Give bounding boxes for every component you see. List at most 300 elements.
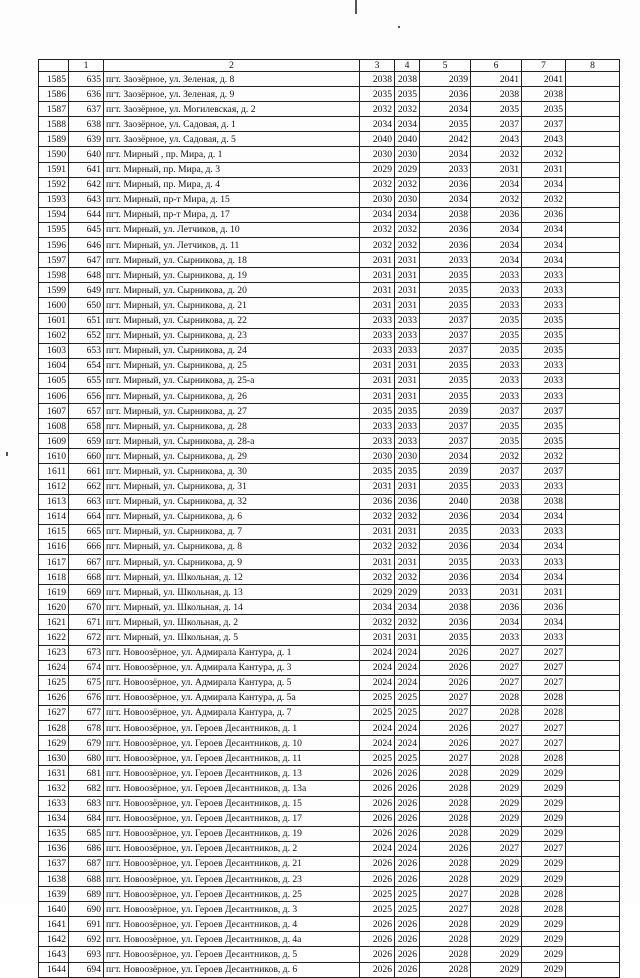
note-cell — [566, 917, 620, 932]
year-cell: 2033 — [360, 313, 395, 328]
year-cell: 2029 — [471, 917, 522, 932]
item-number-cell: 656 — [69, 388, 104, 403]
scan-mark-dot — [398, 26, 400, 28]
year-cell: 2038 — [522, 87, 566, 102]
year-cell: 2031 — [395, 298, 420, 313]
year-cell: 2027 — [522, 675, 566, 690]
address-cell: пгт. Новоозёрное, ул. Героев Десантников, д. 4 — [104, 917, 360, 932]
year-cell: 2035 — [360, 464, 395, 479]
address-cell: пгт. Новоозёрное, ул. Героев Десантников, д. 3 — [104, 902, 360, 917]
table-row — [39, 615, 620, 630]
row-number-cell: 1621 — [39, 615, 69, 630]
year-cell: 2031 — [395, 373, 420, 388]
year-cell: 2033 — [471, 479, 522, 494]
year-cell: 2037 — [471, 117, 522, 132]
year-cell: 2028 — [471, 705, 522, 720]
table-row — [39, 358, 620, 373]
address-cell: пгт. Новоозёрное, ул. Героев Десантников, д. 5 — [104, 947, 360, 962]
row-number-cell: 1599 — [39, 283, 69, 298]
note-cell — [566, 419, 620, 434]
item-number-cell: 646 — [69, 238, 104, 253]
address-cell: пгт. Мирный, пр. Мира, д. 4 — [104, 177, 360, 192]
row-number-cell: 1632 — [39, 781, 69, 796]
address-cell: пгт. Мирный, ул. Школьная, д. 2 — [104, 615, 360, 630]
row-number-cell: 1613 — [39, 494, 69, 509]
year-cell: 2024 — [360, 721, 395, 736]
year-cell: 2026 — [395, 917, 420, 932]
row-number-cell: 1630 — [39, 751, 69, 766]
year-cell: 2029 — [471, 781, 522, 796]
note-cell — [566, 947, 620, 962]
table-row — [39, 298, 620, 313]
row-number-cell: 1642 — [39, 932, 69, 947]
year-cell: 2033 — [420, 253, 471, 268]
item-number-cell: 675 — [69, 675, 104, 690]
row-number-cell: 1636 — [39, 841, 69, 856]
item-number-cell: 691 — [69, 917, 104, 932]
year-cell: 2026 — [360, 917, 395, 932]
year-cell: 2034 — [471, 570, 522, 585]
year-cell: 2042 — [420, 132, 471, 147]
address-cell: пгт. Мирный, ул. Сырникова, д. 23 — [104, 328, 360, 343]
year-cell: 2029 — [522, 796, 566, 811]
row-number-cell: 1591 — [39, 162, 69, 177]
note-cell — [566, 132, 620, 147]
year-cell: 2028 — [420, 871, 471, 886]
note-cell — [566, 102, 620, 117]
item-number-cell: 693 — [69, 947, 104, 962]
year-cell: 2028 — [522, 690, 566, 705]
year-cell: 2028 — [420, 932, 471, 947]
row-number-cell: 1608 — [39, 419, 69, 434]
year-cell: 2032 — [395, 222, 420, 237]
item-number-cell: 688 — [69, 871, 104, 886]
year-cell: 2033 — [522, 479, 566, 494]
year-cell: 2028 — [420, 796, 471, 811]
year-cell: 2033 — [360, 328, 395, 343]
year-cell: 2034 — [360, 207, 395, 222]
year-cell: 2033 — [360, 343, 395, 358]
item-number-cell: 679 — [69, 736, 104, 751]
row-number-cell: 1626 — [39, 690, 69, 705]
note-cell — [566, 570, 620, 585]
item-number-cell: 685 — [69, 826, 104, 841]
note-cell — [566, 660, 620, 675]
row-number-cell: 1595 — [39, 222, 69, 237]
year-cell: 2032 — [360, 615, 395, 630]
year-cell: 2031 — [395, 630, 420, 645]
year-cell: 2024 — [360, 645, 395, 660]
item-number-cell: 678 — [69, 721, 104, 736]
note-cell — [566, 630, 620, 645]
year-cell: 2029 — [522, 932, 566, 947]
year-cell: 2032 — [360, 222, 395, 237]
row-number-cell: 1594 — [39, 207, 69, 222]
address-cell: пгт. Мирный, ул. Летчиков, д. 11 — [104, 238, 360, 253]
address-cell: пгт. Новоозёрное, ул. Героев Десантников, д. 19 — [104, 826, 360, 841]
row-number-cell: 1607 — [39, 404, 69, 419]
year-cell: 2024 — [395, 721, 420, 736]
address-cell: пгт. Мирный, ул. Школьная, д. 14 — [104, 600, 360, 615]
table-row — [39, 600, 620, 615]
year-cell: 2036 — [420, 238, 471, 253]
year-cell: 2032 — [522, 192, 566, 207]
table-row — [39, 283, 620, 298]
item-number-cell: 660 — [69, 449, 104, 464]
year-cell: 2031 — [360, 253, 395, 268]
year-cell: 2026 — [360, 962, 395, 977]
table-row — [39, 721, 620, 736]
address-cell: пгт. Новоозёрное, ул. Героев Десантников, д. 4а — [104, 932, 360, 947]
note-cell — [566, 358, 620, 373]
address-cell: пгт. Мирный, пр. Мира, д. 3 — [104, 162, 360, 177]
row-number-cell: 1638 — [39, 871, 69, 886]
item-number-cell: 686 — [69, 841, 104, 856]
year-cell: 2026 — [420, 660, 471, 675]
year-cell: 2033 — [471, 298, 522, 313]
year-cell: 2036 — [420, 570, 471, 585]
address-cell: пгт. Мирный, ул. Сырникова, д. 29 — [104, 449, 360, 464]
row-number-cell: 1619 — [39, 585, 69, 600]
year-cell: 2037 — [420, 343, 471, 358]
note-cell — [566, 841, 620, 856]
year-cell: 2035 — [522, 343, 566, 358]
row-number-cell: 1609 — [39, 434, 69, 449]
item-number-cell: 658 — [69, 419, 104, 434]
note-cell — [566, 600, 620, 615]
address-cell: пгт. Новоозёрное, ул. Героев Десантников, д. 23 — [104, 871, 360, 886]
year-cell: 2027 — [522, 841, 566, 856]
address-cell: пгт. Мирный, ул. Сырникова, д. 26 — [104, 388, 360, 403]
year-cell: 2035 — [471, 313, 522, 328]
table-row — [39, 222, 620, 237]
table-row — [39, 177, 620, 192]
year-cell: 2035 — [420, 283, 471, 298]
row-number-cell: 1622 — [39, 630, 69, 645]
year-cell: 2041 — [522, 72, 566, 87]
address-cell: пгт. Мирный, ул. Сырникова, д. 24 — [104, 343, 360, 358]
table-row — [39, 570, 620, 585]
address-cell: пгт. Новоозёрное, ул. Героев Десантников, д. 2 — [104, 841, 360, 856]
row-number-cell: 1587 — [39, 102, 69, 117]
address-cell: пгт. Мирный, ул. Сырникова, д. 28 — [104, 419, 360, 434]
item-number-cell: 674 — [69, 660, 104, 675]
year-cell: 2032 — [395, 539, 420, 554]
table-row — [39, 902, 620, 917]
year-cell: 2034 — [471, 509, 522, 524]
row-number-cell: 1637 — [39, 856, 69, 871]
year-cell: 2031 — [522, 585, 566, 600]
item-number-cell: 681 — [69, 766, 104, 781]
year-cell: 2027 — [471, 660, 522, 675]
row-number-cell: 1592 — [39, 177, 69, 192]
year-cell: 2032 — [360, 177, 395, 192]
note-cell — [566, 434, 620, 449]
address-cell: пгт. Новоозёрное, ул. Героев Десантников, д. 11 — [104, 751, 360, 766]
note-cell — [566, 615, 620, 630]
note-cell — [566, 494, 620, 509]
year-cell: 2033 — [395, 328, 420, 343]
row-number-cell: 1586 — [39, 87, 69, 102]
table-row — [39, 253, 620, 268]
year-cell: 2040 — [420, 494, 471, 509]
item-number-cell: 673 — [69, 645, 104, 660]
table-row — [39, 373, 620, 388]
year-cell: 2028 — [420, 811, 471, 826]
table-row — [39, 766, 620, 781]
year-cell: 2028 — [522, 705, 566, 720]
note-cell — [566, 87, 620, 102]
note-cell — [566, 645, 620, 660]
row-number-cell: 1634 — [39, 811, 69, 826]
table-row — [39, 464, 620, 479]
year-cell: 2037 — [420, 419, 471, 434]
year-cell: 2026 — [395, 932, 420, 947]
year-cell: 2036 — [420, 539, 471, 554]
address-cell: пгт. Заозёрное, ул. Зеленая, д. 9 — [104, 87, 360, 102]
year-cell: 2035 — [471, 328, 522, 343]
year-cell: 2035 — [471, 102, 522, 117]
year-cell: 2033 — [395, 313, 420, 328]
year-cell: 2028 — [420, 917, 471, 932]
note-cell — [566, 736, 620, 751]
row-number-cell: 1606 — [39, 388, 69, 403]
table-row — [39, 585, 620, 600]
address-cell: пгт. Новоозёрное, ул. Адмирала Кантура, д. 7 — [104, 705, 360, 720]
year-cell: 2027 — [420, 902, 471, 917]
year-cell: 2027 — [471, 675, 522, 690]
row-number-cell: 1640 — [39, 902, 69, 917]
address-cell: пгт. Мирный, ул. Летчиков, д. 10 — [104, 222, 360, 237]
year-cell: 2035 — [522, 313, 566, 328]
year-cell: 2036 — [420, 87, 471, 102]
row-number-cell: 1589 — [39, 132, 69, 147]
year-cell: 2032 — [395, 238, 420, 253]
row-number-cell: 1598 — [39, 268, 69, 283]
column-header: 4 — [395, 60, 420, 72]
note-cell — [566, 781, 620, 796]
year-cell: 2028 — [420, 826, 471, 841]
year-cell: 2034 — [471, 238, 522, 253]
table-row — [39, 645, 620, 660]
year-cell: 2035 — [522, 434, 566, 449]
item-number-cell: 683 — [69, 796, 104, 811]
note-cell — [566, 690, 620, 705]
note-cell — [566, 404, 620, 419]
address-cell: пгт. Мирный, ул. Сырникова, д. 21 — [104, 298, 360, 313]
table-row — [39, 811, 620, 826]
year-cell: 2026 — [420, 841, 471, 856]
year-cell: 2031 — [395, 388, 420, 403]
note-cell — [566, 675, 620, 690]
year-cell: 2024 — [395, 736, 420, 751]
year-cell: 2037 — [471, 464, 522, 479]
year-cell: 2027 — [420, 887, 471, 902]
year-cell: 2032 — [395, 509, 420, 524]
column-header: 3 — [360, 60, 395, 72]
year-cell: 2024 — [360, 660, 395, 675]
year-cell: 2025 — [360, 690, 395, 705]
year-cell: 2036 — [471, 600, 522, 615]
scan-mark-top — [355, 0, 357, 14]
year-cell: 2032 — [360, 102, 395, 117]
year-cell: 2036 — [522, 207, 566, 222]
year-cell: 2029 — [471, 932, 522, 947]
year-cell: 2037 — [420, 328, 471, 343]
year-cell: 2033 — [522, 358, 566, 373]
year-cell: 2035 — [420, 268, 471, 283]
year-cell: 2028 — [471, 887, 522, 902]
year-cell: 2033 — [522, 555, 566, 570]
address-cell: пгт. Заозёрное, ул. Могилевская, д. 2 — [104, 102, 360, 117]
year-cell: 2026 — [395, 766, 420, 781]
year-cell: 2027 — [471, 841, 522, 856]
year-cell: 2029 — [522, 826, 566, 841]
item-number-cell: 636 — [69, 87, 104, 102]
note-cell — [566, 856, 620, 871]
year-cell: 2029 — [522, 811, 566, 826]
column-header: 6 — [471, 60, 522, 72]
note-cell — [566, 871, 620, 886]
item-number-cell: 671 — [69, 615, 104, 630]
item-number-cell: 635 — [69, 72, 104, 87]
year-cell: 2027 — [522, 721, 566, 736]
data-table — [38, 59, 620, 978]
year-cell: 2028 — [522, 887, 566, 902]
year-cell: 2034 — [420, 192, 471, 207]
address-cell: пгт. Мирный, пр-т Мира, д. 15 — [104, 192, 360, 207]
year-cell: 2026 — [395, 856, 420, 871]
year-cell: 2032 — [471, 147, 522, 162]
row-number-cell: 1639 — [39, 887, 69, 902]
table-row — [39, 162, 620, 177]
year-cell: 2033 — [420, 162, 471, 177]
address-cell: пгт. Мирный, ул. Сырникова, д. 8 — [104, 539, 360, 554]
year-cell: 2033 — [522, 630, 566, 645]
item-number-cell: 676 — [69, 690, 104, 705]
year-cell: 2033 — [522, 268, 566, 283]
note-cell — [566, 585, 620, 600]
year-cell: 2025 — [360, 902, 395, 917]
year-cell: 2035 — [420, 298, 471, 313]
table-row — [39, 841, 620, 856]
item-number-cell: 640 — [69, 147, 104, 162]
year-cell: 2041 — [471, 72, 522, 87]
address-cell: пгт. Мирный, ул. Сырникова, д. 7 — [104, 524, 360, 539]
address-cell: пгт. Мирный, ул. Сырникова, д. 18 — [104, 253, 360, 268]
year-cell: 2031 — [395, 358, 420, 373]
year-cell: 2028 — [471, 751, 522, 766]
year-cell: 2028 — [471, 690, 522, 705]
item-number-cell: 666 — [69, 539, 104, 554]
year-cell: 2031 — [360, 630, 395, 645]
column-header: 7 — [522, 60, 566, 72]
note-cell — [566, 192, 620, 207]
table-row — [39, 690, 620, 705]
year-cell: 2036 — [471, 207, 522, 222]
year-cell: 2028 — [420, 781, 471, 796]
year-cell: 2034 — [471, 539, 522, 554]
item-number-cell: 669 — [69, 585, 104, 600]
table-row — [39, 102, 620, 117]
item-number-cell: 684 — [69, 811, 104, 826]
row-number-cell: 1641 — [39, 917, 69, 932]
year-cell: 2024 — [360, 841, 395, 856]
item-number-cell: 637 — [69, 102, 104, 117]
year-cell: 2026 — [360, 826, 395, 841]
year-cell: 2029 — [360, 162, 395, 177]
table-row — [39, 555, 620, 570]
year-cell: 2029 — [471, 871, 522, 886]
year-cell: 2028 — [420, 856, 471, 871]
table-row — [39, 781, 620, 796]
note-cell — [566, 313, 620, 328]
year-cell: 2033 — [471, 630, 522, 645]
address-cell: пгт. Мирный, ул. Сырникова, д. 28-а — [104, 434, 360, 449]
year-cell: 2029 — [395, 162, 420, 177]
row-number-cell: 1601 — [39, 313, 69, 328]
item-number-cell: 644 — [69, 207, 104, 222]
item-number-cell: 664 — [69, 509, 104, 524]
item-number-cell: 659 — [69, 434, 104, 449]
table-row — [39, 238, 620, 253]
note-cell — [566, 222, 620, 237]
year-cell: 2038 — [360, 72, 395, 87]
table-row — [39, 524, 620, 539]
year-cell: 2029 — [471, 856, 522, 871]
year-cell: 2036 — [420, 509, 471, 524]
year-cell: 2039 — [420, 464, 471, 479]
year-cell: 2032 — [360, 570, 395, 585]
address-cell: пгт. Мирный, ул. Школьная, д. 5 — [104, 630, 360, 645]
address-cell: пгт. Мирный, ул. Сырникова, д. 6 — [104, 509, 360, 524]
note-cell — [566, 117, 620, 132]
year-cell: 2026 — [360, 796, 395, 811]
note-cell — [566, 283, 620, 298]
address-cell: пгт. Мирный , пр. Мира, д. 1 — [104, 147, 360, 162]
year-cell: 2034 — [395, 207, 420, 222]
item-number-cell: 680 — [69, 751, 104, 766]
address-cell: пгт. Мирный, ул. Сырникова, д. 9 — [104, 555, 360, 570]
row-number-cell: 1602 — [39, 328, 69, 343]
year-cell: 2027 — [420, 690, 471, 705]
year-cell: 2027 — [522, 645, 566, 660]
year-cell: 2030 — [360, 192, 395, 207]
year-cell: 2037 — [522, 117, 566, 132]
year-cell: 2031 — [395, 268, 420, 283]
year-cell: 2027 — [471, 736, 522, 751]
year-cell: 2036 — [395, 494, 420, 509]
year-cell: 2027 — [471, 721, 522, 736]
note-cell — [566, 343, 620, 358]
year-cell: 2035 — [420, 524, 471, 539]
year-cell: 2027 — [522, 660, 566, 675]
year-cell: 2038 — [420, 207, 471, 222]
year-cell: 2026 — [360, 871, 395, 886]
year-cell: 2031 — [360, 373, 395, 388]
year-cell: 2026 — [395, 811, 420, 826]
item-number-cell: 668 — [69, 570, 104, 585]
item-number-cell: 690 — [69, 902, 104, 917]
address-cell: пгт. Мирный, ул. Сырникова, д. 30 — [104, 464, 360, 479]
table-row — [39, 509, 620, 524]
address-cell: пгт. Мирный, ул. Сырникова, д. 27 — [104, 404, 360, 419]
year-cell: 2031 — [360, 388, 395, 403]
year-cell: 2032 — [522, 147, 566, 162]
year-cell: 2035 — [420, 358, 471, 373]
year-cell: 2035 — [395, 464, 420, 479]
row-number-cell: 1633 — [39, 796, 69, 811]
